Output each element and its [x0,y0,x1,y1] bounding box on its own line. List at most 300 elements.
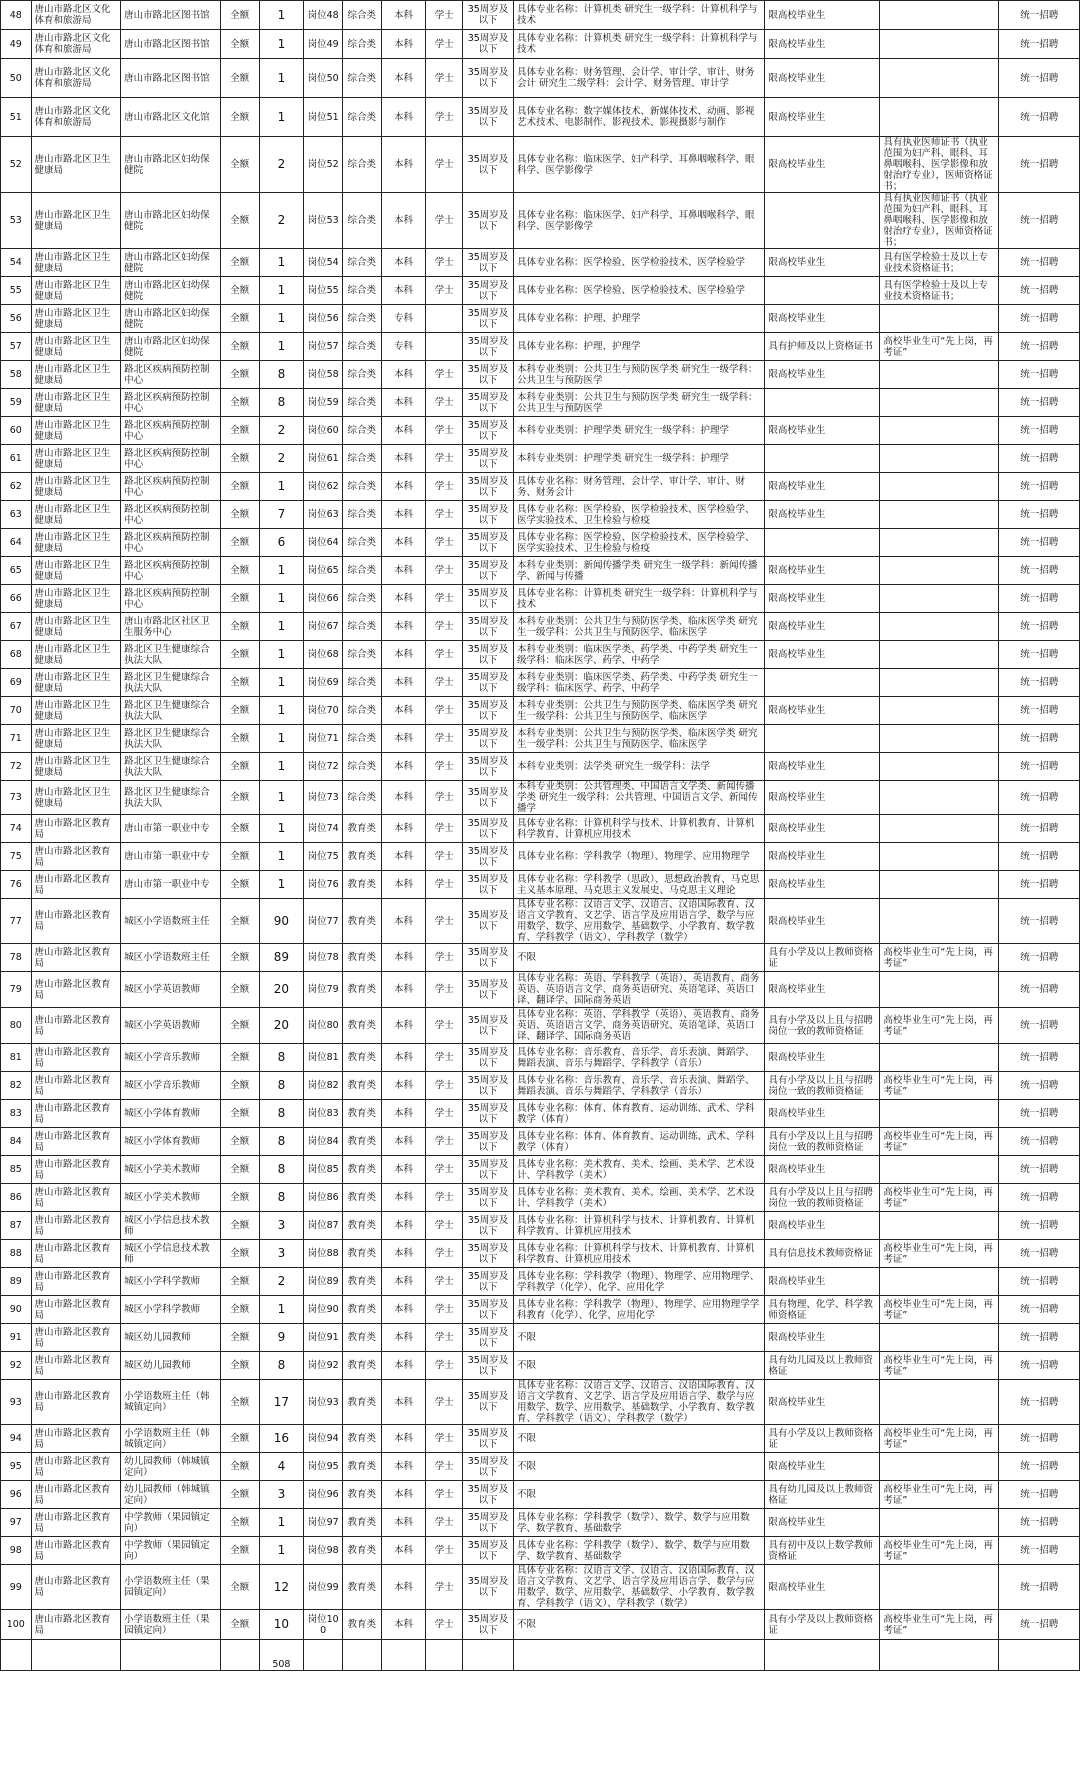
cell-unit: 城区小学美术教师 [121,1156,221,1184]
cell-post-code: 岗位54 [304,249,343,277]
cell-row-no: 74 [1,815,32,843]
cell-row-no: 70 [1,697,32,725]
cell-quota: 1 [259,641,304,669]
cell-quota: 1 [259,843,304,871]
cell-post-code: 岗位59 [304,389,343,417]
cell-funding: 全额 [220,501,259,529]
cell-quota: 3 [259,1212,304,1240]
cell-unit: 幼儿园教师（韩城镇定向） [121,1453,221,1481]
cell-unit: 幼儿园教师（韩城镇定向） [121,1481,221,1509]
cell-method: 统一招聘 [999,781,1080,815]
cell-major: 具体专业名称：音乐教育、音乐学、音乐表演、舞蹈学、舞蹈表演、音乐与舞蹈学、学科教学（音乐） [513,1072,764,1100]
cell-funding: 全额 [220,1296,259,1324]
cell-department: 唐山市路北区教育局 [31,1128,121,1156]
cell-quota: 1 [259,1537,304,1565]
cell-note [880,445,999,473]
cell-education: 本科 [381,613,426,641]
cell-department: 唐山市路北区教育局 [31,1268,121,1296]
cell-major: 具体专业名称：计算机科学与技术、计算机教育、计算机科学教育、计算机应用技术 [513,1212,764,1240]
cell-degree: 学士 [426,1481,463,1509]
cell-major: 具体专业名称：英语、学科教学（英语）、英语教育、商务英语、英语语言文学、商务英语研究、英语笔译、英语口译、翻译学、国际商务英语 [513,972,764,1008]
cell-quota: 1 [259,59,304,98]
table-row [1,389,1080,417]
cell-age: 35周岁及以下 [463,972,514,1008]
cell-department: 唐山市路北区卫生健康局 [31,725,121,753]
cell-quota: 90 [259,899,304,944]
cell-post-code: 岗位95 [304,1453,343,1481]
cell-department: 唐山市路北区教育局 [31,1380,121,1425]
cell-quota: 1 [259,98,304,137]
cell-education: 专科 [381,305,426,333]
cell-degree: 学士 [426,1610,463,1640]
table-row [1,1610,1080,1640]
cell-row-no: 95 [1,1453,32,1481]
cell-post-code: 岗位51 [304,98,343,137]
cell-post-type: 综合类 [342,137,381,193]
cell-education: 本科 [381,725,426,753]
cell-quota: 1 [259,815,304,843]
cell-method: 统一招聘 [999,1610,1080,1640]
cell-method: 统一招聘 [999,753,1080,781]
cell-method: 统一招聘 [999,1380,1080,1425]
cell-degree: 学士 [426,944,463,972]
cell-note [880,1324,999,1352]
cell-quota: 4 [259,1453,304,1481]
cell-row-no: 92 [1,1352,32,1380]
cell-note [880,1,999,30]
cell-major: 具体专业名称：汉语言文学、汉语言、汉语国际教育、汉语言文学教育、文艺学、语言学及应用语言学、数学与应用数学、数学、应用数学、基础数学、小学教育、数学教育、学科教学（语文）、学科教学（数学） [513,1380,764,1425]
cell-condition [765,445,880,473]
cell-row-no: 98 [1,1537,32,1565]
cell-method: 统一招聘 [999,1184,1080,1212]
cell-unit: 唐山市第一职业中专 [121,871,221,899]
cell-method: 统一招聘 [999,871,1080,899]
cell-post-type: 综合类 [342,613,381,641]
cell-row-no: 97 [1,1509,32,1537]
cell-condition: 限高校毕业生 [765,753,880,781]
cell-age: 35周岁及以下 [463,1324,514,1352]
cell-major: 不限 [513,1352,764,1380]
cell-department: 唐山市路北区教育局 [31,1537,121,1565]
cell-condition: 具有小学及以上教师资格证 [765,1610,880,1640]
cell-department: 唐山市路北区卫生健康局 [31,305,121,333]
cell-degree: 学士 [426,1565,463,1610]
cell-post-code: 岗位63 [304,501,343,529]
table-row [1,59,1080,98]
cell-post-code: 岗位82 [304,1072,343,1100]
cell-note: 高校毕业生可“先上岗，再考证” [880,333,999,361]
cell-row-no: 69 [1,669,32,697]
cell-education: 本科 [381,1453,426,1481]
cell-major: 具体专业名称：医学检验、医学检验技术、医学检验学、医学实验技术、卫生检验与检疫 [513,529,764,557]
cell-condition: 具有信息技术教师资格证 [765,1240,880,1268]
cell-age: 35周岁及以下 [463,361,514,389]
cell-major: 具体专业名称：护理、护理学 [513,333,764,361]
cell-condition: 限高校毕业生 [765,1380,880,1425]
cell-department: 唐山市路北区卫生健康局 [31,473,121,501]
cell-degree: 学士 [426,59,463,98]
cell-row-no: 64 [1,529,32,557]
cell-row-no: 51 [1,98,32,137]
cell-funding: 全额 [220,1324,259,1352]
cell-post-code: 岗位94 [304,1425,343,1453]
cell-unit: 唐山市路北区图书馆 [121,59,221,98]
cell-post-type: 教育类 [342,1184,381,1212]
cell-quota: 1 [259,781,304,815]
cell-age: 35周岁及以下 [463,1212,514,1240]
table-row [1,613,1080,641]
cell-degree: 学士 [426,557,463,585]
cell-major: 具体专业名称：美术教育、美术、绘画、美术学、艺术设计、学科教学（美术） [513,1156,764,1184]
cell-department: 唐山市路北区卫生健康局 [31,445,121,473]
table-row [1,1537,1080,1565]
cell-quota: 1 [259,669,304,697]
cell-row-no: 94 [1,1425,32,1453]
cell-method: 统一招聘 [999,1296,1080,1324]
cell-unit: 路北区疾病预防控制中心 [121,557,221,585]
cell-post-type: 综合类 [342,501,381,529]
table-row [1,1453,1080,1481]
cell-unit: 中学教师（果园镇定向） [121,1537,221,1565]
cell-row-no: 89 [1,1268,32,1296]
cell-funding: 全额 [220,1240,259,1268]
cell-age: 35周岁及以下 [463,1184,514,1212]
cell-note: 高校毕业生可“先上岗，再考证” [880,1184,999,1212]
cell-education: 本科 [381,1268,426,1296]
cell-post-type: 教育类 [342,1352,381,1380]
cell-department: 唐山市路北区教育局 [31,1509,121,1537]
cell-note: 具有医学检验士及以上专业技术资格证书； [880,277,999,305]
cell-age: 35周岁及以下 [463,305,514,333]
cell-degree: 学士 [426,1072,463,1100]
cell-degree: 学士 [426,445,463,473]
cell-post-type: 综合类 [342,389,381,417]
cell-funding: 全额 [220,1044,259,1072]
cell-method: 统一招聘 [999,1128,1080,1156]
cell-condition: 限高校毕业生 [765,899,880,944]
cell-department: 唐山市路北区教育局 [31,1610,121,1640]
cell-age: 35周岁及以下 [463,1509,514,1537]
cell-department: 唐山市路北区文化体育和旅游局 [31,1,121,30]
cell-department: 唐山市路北区卫生健康局 [31,613,121,641]
cell-degree: 学士 [426,972,463,1008]
cell-unit: 唐山市路北区图书馆 [121,30,221,59]
cell-row-no: 88 [1,1240,32,1268]
cell-department: 唐山市路北区卫生健康局 [31,137,121,193]
cell-post-type: 教育类 [342,1128,381,1156]
cell-row-no: 81 [1,1044,32,1072]
cell-department: 唐山市路北区卫生健康局 [31,361,121,389]
cell-method: 统一招聘 [999,333,1080,361]
cell-education: 本科 [381,1044,426,1072]
cell-department: 唐山市路北区教育局 [31,944,121,972]
cell-funding: 全额 [220,193,259,249]
cell-condition: 限高校毕业生 [765,137,880,193]
table-row [1,944,1080,972]
cell-education: 本科 [381,1425,426,1453]
table-row [1,1509,1080,1537]
cell-age: 35周岁及以下 [463,1240,514,1268]
cell-unit: 路北区疾病预防控制中心 [121,417,221,445]
cell-department: 唐山市路北区教育局 [31,1184,121,1212]
cell-post-type: 综合类 [342,417,381,445]
cell-quota: 8 [259,1128,304,1156]
cell-method: 统一招聘 [999,697,1080,725]
cell-age: 35周岁及以下 [463,725,514,753]
cell-education: 本科 [381,781,426,815]
cell-quota: 2 [259,417,304,445]
cell-quota: 6 [259,529,304,557]
cell-post-code: 岗位75 [304,843,343,871]
cell-age: 35周岁及以下 [463,1100,514,1128]
cell-age: 35周岁及以下 [463,59,514,98]
cell-department: 唐山市路北区卫生健康局 [31,193,121,249]
cell-condition [765,193,880,249]
cell-quota: 1 [259,697,304,725]
cell-degree: 学士 [426,277,463,305]
cell-note: 高校毕业生可“先上岗，再考证” [880,1240,999,1268]
cell-major: 具体专业名称：美术教育、美术、绘画、美术学、艺术设计、学科教学（美术） [513,1184,764,1212]
table-row [1,1212,1080,1240]
cell-method: 统一招聘 [999,1008,1080,1044]
cell-quota: 12 [259,1565,304,1610]
cell-row-no: 91 [1,1324,32,1352]
cell-major: 具体专业名称：学科教学（物理）、物理学、应用物理学学科教育（化学）、化学、应用化学 [513,1296,764,1324]
cell-age: 35周岁及以下 [463,445,514,473]
cell-post-code: 岗位97 [304,1509,343,1537]
cell-education: 本科 [381,1156,426,1184]
cell-education: 本科 [381,1008,426,1044]
cell-unit: 路北区疾病预防控制中心 [121,389,221,417]
cell-funding: 全额 [220,944,259,972]
cell-note: 高校毕业生可“先上岗，再考证” [880,1128,999,1156]
cell-funding: 全额 [220,277,259,305]
cell-department: 唐山市路北区教育局 [31,1156,121,1184]
cell-note [880,899,999,944]
cell-post-code: 岗位99 [304,1565,343,1610]
cell-condition [765,725,880,753]
cell-post-code: 岗位66 [304,585,343,613]
table-row [1,641,1080,669]
cell-condition: 限高校毕业生 [765,585,880,613]
cell-quota: 8 [259,389,304,417]
cell-funding: 全额 [220,1156,259,1184]
cell-education: 本科 [381,1240,426,1268]
cell-note [880,725,999,753]
cell-method: 统一招聘 [999,669,1080,697]
cell-funding: 全额 [220,1100,259,1128]
cell-department: 唐山市路北区教育局 [31,1565,121,1610]
cell-department: 唐山市路北区卫生健康局 [31,753,121,781]
cell-condition: 具有小学及以上且与招聘岗位一致的教师资格证 [765,1184,880,1212]
cell-note [880,473,999,501]
cell-age: 35周岁及以下 [463,389,514,417]
table-row [1,529,1080,557]
cell-method: 统一招聘 [999,1240,1080,1268]
cell-major: 不限 [513,1425,764,1453]
cell-funding: 全额 [220,98,259,137]
cell-age: 35周岁及以下 [463,1425,514,1453]
cell-major: 具体专业名称：学科教学（数学）、数学、数学与应用数学、数学教育、基础数学 [513,1537,764,1565]
cell-post-code: 岗位68 [304,641,343,669]
cell-major: 不限 [513,1481,764,1509]
cell-condition: 限高校毕业生 [765,361,880,389]
cell-row-no: 100 [1,1610,32,1640]
cell-education: 本科 [381,98,426,137]
cell-funding: 全额 [220,697,259,725]
cell-method: 统一招聘 [999,417,1080,445]
cell-major: 本科专业类别：护理学类 研究生一级学科：护理学 [513,417,764,445]
cell-quota: 8 [259,1156,304,1184]
cell-department: 唐山市路北区卫生健康局 [31,641,121,669]
table-row [1,417,1080,445]
cell-condition: 限高校毕业生 [765,1,880,30]
cell-department: 唐山市路北区教育局 [31,871,121,899]
cell-row-no: 73 [1,781,32,815]
cell-method: 统一招聘 [999,193,1080,249]
cell-unit: 路北区疾病预防控制中心 [121,501,221,529]
cell-education: 本科 [381,501,426,529]
cell-note: 具有执业医师证书（执业范围为妇产科、眼科、耳鼻咽喉科、医学影像和放射治疗专业），医师资格证书； [880,137,999,193]
cell-row-no: 99 [1,1565,32,1610]
cell-education: 本科 [381,585,426,613]
cell-post-type: 综合类 [342,697,381,725]
cell-quota: 1 [259,473,304,501]
cell-unit: 城区小学信息技术教师 [121,1212,221,1240]
cell-major: 本科专业类别：公共管理类、中国语言文学类、新闻传播学类 研究生一级学科：公共管理、中国语言文学、新闻传播学 [513,781,764,815]
cell-row-no: 60 [1,417,32,445]
cell-row-no: 75 [1,843,32,871]
cell-post-type: 教育类 [342,1072,381,1100]
cell-note [880,417,999,445]
cell-condition: 限高校毕业生 [765,557,880,585]
cell-unit: 城区幼儿园教师 [121,1324,221,1352]
cell-unit: 城区小学音乐教师 [121,1072,221,1100]
cell-row-no: 83 [1,1100,32,1128]
cell-funding: 全额 [220,417,259,445]
cell-funding: 全额 [220,899,259,944]
cell-age: 35周岁及以下 [463,1380,514,1425]
cell-quota: 1 [259,613,304,641]
cell-degree: 学士 [426,1352,463,1380]
cell-funding: 全额 [220,1610,259,1640]
cell-major: 本科专业类别：临床医学类、药学类、中药学类 研究生一级学科：临床医学、药学、中药学 [513,669,764,697]
cell-condition: 具有初中及以上数学教师资格证 [765,1537,880,1565]
table-row [1,753,1080,781]
cell-note [880,1100,999,1128]
cell-age: 35周岁及以下 [463,1044,514,1072]
cell-post-type: 教育类 [342,871,381,899]
cell-quota: 1 [259,585,304,613]
cell-major: 本科专业类别：公共卫生与预防医学类 研究生一级学科：公共卫生与预防医学 [513,389,764,417]
cell-unit: 路北区疾病预防控制中心 [121,361,221,389]
cell-note [880,1565,999,1610]
cell-condition: 限高校毕业生 [765,501,880,529]
cell-post-type: 教育类 [342,1212,381,1240]
cell-unit: 路北区卫生健康综合执法大队 [121,725,221,753]
cell-unit: 城区小学音乐教师 [121,1044,221,1072]
cell-unit: 路北区卫生健康综合执法大队 [121,641,221,669]
table-row [1,473,1080,501]
cell-unit: 唐山市路北区妇幼保健院 [121,305,221,333]
cell-row-no: 72 [1,753,32,781]
cell-major: 本科专业类别：公共卫生与预防医学类、临床医学类 研究生一级学科：公共卫生与预防医学、临床医学 [513,613,764,641]
cell-method: 统一招聘 [999,305,1080,333]
cell-major: 具体专业名称：学科教学（数学）、数学、数学与应用数学、数学教育、基础数学 [513,1509,764,1537]
cell-major: 本科专业类别：临床医学类、药学类、中药学类 研究生一级学科：临床医学、药学、中药学 [513,641,764,669]
cell-quota: 8 [259,1072,304,1100]
cell-major: 具体专业名称：音乐教育、音乐学、音乐表演、舞蹈学、舞蹈表演、音乐与舞蹈学、学科教学（音乐） [513,1044,764,1072]
cell-note: 高校毕业生可“先上岗，再考证” [880,1537,999,1565]
cell-quota: 9 [259,1324,304,1352]
cell-education: 本科 [381,641,426,669]
cell-row-no: 63 [1,501,32,529]
cell-major: 具体专业名称：护理、护理学 [513,305,764,333]
cell-note [880,697,999,725]
cell-condition: 限高校毕业生 [765,98,880,137]
cell-funding: 全额 [220,815,259,843]
cell-condition: 具有护师及以上资格证书 [765,333,880,361]
cell-degree: 学士 [426,361,463,389]
cell-major: 具体专业名称：医学检验、医学检验技术、医学检验学 [513,249,764,277]
cell-major: 具体专业名称：财务管理、会计学、审计学、审计、财务、财务会计 [513,473,764,501]
cell-method: 统一招聘 [999,1268,1080,1296]
cell-major: 具体专业名称：英语、学科教学（英语）、英语教育、商务英语、英语语言文学、商务英语研究、英语笔译、英语口译、翻译学、国际商务英语 [513,1008,764,1044]
cell-method: 统一招聘 [999,445,1080,473]
cell-note [880,843,999,871]
table-row [1,899,1080,944]
cell-age: 35周岁及以下 [463,613,514,641]
cell-post-type: 综合类 [342,669,381,697]
cell-post-type: 综合类 [342,98,381,137]
table-row [1,501,1080,529]
cell-post-type: 教育类 [342,944,381,972]
cell-row-no: 80 [1,1008,32,1044]
table-row [1,1565,1080,1610]
cell-unit: 路北区疾病预防控制中心 [121,445,221,473]
cell-post-type: 教育类 [342,1240,381,1268]
cell-quota: 16 [259,1425,304,1453]
cell-note [880,1044,999,1072]
cell-row-no: 56 [1,305,32,333]
cell-note: 高校毕业生可“先上岗，再考证” [880,944,999,972]
cell-post-type: 教育类 [342,899,381,944]
cell-funding: 全额 [220,1481,259,1509]
cell-degree: 学士 [426,871,463,899]
table-row [1,30,1080,59]
cell-degree: 学士 [426,697,463,725]
cell-funding: 全额 [220,1352,259,1380]
cell-row-no: 54 [1,249,32,277]
cell-note [880,501,999,529]
cell-education: 本科 [381,843,426,871]
cell-major: 具体专业名称：计算机科学与技术、计算机教育、计算机科学教育、计算机应用技术 [513,815,764,843]
cell-degree: 学士 [426,1212,463,1240]
cell-education: 本科 [381,1352,426,1380]
cell-funding: 全额 [220,137,259,193]
cell-degree: 学士 [426,137,463,193]
cell-education: 本科 [381,944,426,972]
cell-post-code: 岗位96 [304,1481,343,1509]
cell-post-code: 岗位65 [304,557,343,585]
cell-condition: 限高校毕业生 [765,59,880,98]
cell-age: 35周岁及以下 [463,1610,514,1640]
cell-funding: 全额 [220,1380,259,1425]
table-row [1,1072,1080,1100]
cell-education: 本科 [381,249,426,277]
cell-unit: 城区小学语数班主任 [121,899,221,944]
cell-quota: 1 [259,277,304,305]
